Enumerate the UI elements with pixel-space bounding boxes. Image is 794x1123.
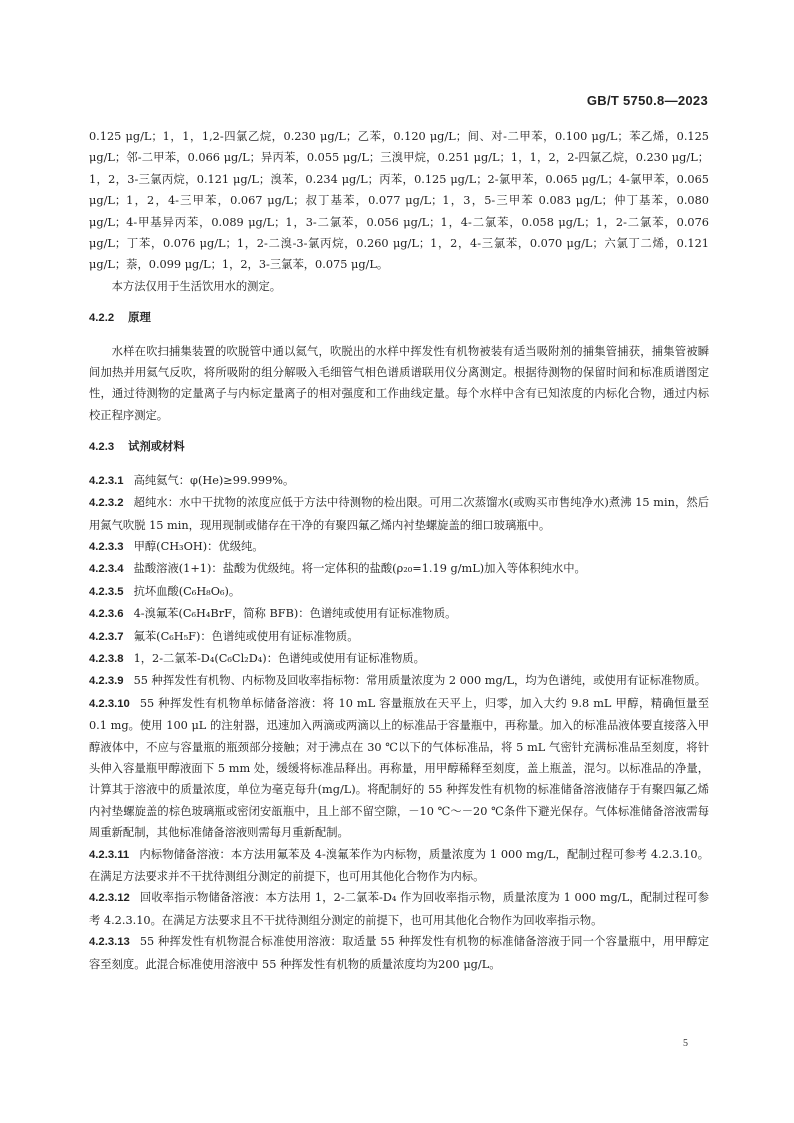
item-text: 回收率指示物储备溶液：本方法用 1，2-二氯苯-D₄ 作为回收率指示物，质量浓度为 1 000 mg/L，配制过程可参考 4.2.3.10。在满足方法要求且不干扰待测组分测定的前提下，也可用其他化合物作为回收率指示物。 (89, 891, 709, 927)
reagent-item (89, 558, 709, 580)
item-number: 4.2.3.1 (89, 474, 124, 487)
item-number: 4.2.3.6 (89, 608, 124, 621)
reagent-item (89, 931, 709, 975)
section-title: 原理 (128, 311, 151, 325)
item-number: 4.2.3.10 (89, 697, 130, 710)
page-body (89, 126, 709, 975)
item-number: 4.2.3.4 (89, 563, 124, 576)
section-heading-reagents (89, 436, 709, 458)
item-text: 1，2-二氯苯-D₄(C₆Cl₂D₄)：色谱纯或使用有证标准物质。 (133, 651, 425, 665)
item-text: 氟苯(C₆H₅F)：色谱纯或使用有证标准物质。 (133, 629, 359, 643)
item-text: 超纯水：水中干扰物的浓度应低于方法中待测物的检出限。可用二次蒸馏水(或购买市售纯净水)煮沸 15 min，然后用氮气吹脱 15 min，现用现制或储存在干净的有聚四氟乙烯内衬垫螺旋盖的细口玻璃瓶中。 (89, 496, 709, 532)
standard-number: GB/T 5750.8—2023 (586, 93, 708, 108)
reagent-item (89, 693, 709, 844)
scope-paragraph: 本方法仅用于生活饮用水的测定。 (111, 279, 282, 293)
page-number: 5 (683, 1038, 688, 1049)
reagent-item (89, 603, 709, 625)
item-text: 55 种挥发性有机物混合标准使用溶液：取适量 55 种挥发性有机物的标准储备溶液于同一个容量瓶中，用甲醇定容至刻度。此混合标准使用溶液中 55 种挥发性有机物的质量浓度均为200 μg/L。 (89, 935, 709, 971)
item-number: 4.2.3.11 (89, 848, 130, 861)
item-number: 4.2.3.12 (89, 892, 130, 905)
item-number: 4.2.3.13 (89, 936, 130, 949)
reagent-item (89, 844, 709, 888)
reagent-item (89, 670, 709, 692)
reagent-item (89, 470, 709, 492)
reagent-item (89, 887, 709, 931)
item-text: 抗坏血酸(C₆H₈O₆)。 (133, 584, 241, 598)
reagent-item (89, 536, 709, 558)
item-text: 高纯氦气：φ(He)≥99.999%。 (133, 473, 295, 487)
item-number: 4.2.3.7 (89, 630, 124, 643)
reagent-item (89, 626, 709, 648)
detection-limits-paragraph: 0.125 μg/L；1，1，1,2-四氯乙烷，0.230 μg/L；乙苯，0.120 μg/L；间、对-二甲苯，0.100 μg/L；苯乙烯，0.125 μg/L；邻-二甲苯，0.066 μg/L；异丙苯，0.055 μg/L；三溴甲烷，0.251 μg/L；1，1，2，2-四氯乙烷，0.230 μg/L；1，2，3-三氯丙烷，0.121 μg/L；溴苯，0.234 μg/L；丙苯，0.125 μg/L；2-氯甲苯，0.065 μg/L；4-氯甲苯，0.065 μg/L；1，2，4-三甲苯，0.067 μg/L；叔丁基苯，0.077 μg/L；1，3，5-三甲苯 0.083 μg/L；仲丁基苯，0.080 μg/L；4-甲基异丙苯，0.089 μg/L；1，3-二氯苯，0.056 μg/L；1，4-二氯苯，0.058 μg/L；1，2-二氯苯，0.076 μg/L；丁苯，0.076 μg/L；1，2-二溴-3-氯丙烷，0.260 μg/L；1，2，4-三氯苯，0.070 μg/L；六氯丁二烯，0.121 μg/L；萘，0.099 μg/L；1，2，3-三氯苯，0.075 μg/L。 (89, 130, 709, 272)
item-text: 55 种挥发性有机物、内标物及回收率指标物：常用质量浓度为 2 000 mg/L，均为色谱纯，或使用有证标准物质。 (133, 674, 707, 688)
item-number: 4.2.3.8 (89, 652, 124, 665)
reagent-item (89, 492, 709, 536)
section-heading-principle (89, 307, 709, 329)
item-number: 4.2.3.9 (89, 675, 124, 688)
item-text: 55 种挥发性有机物单标储备溶液：将 10 mL 容量瓶放在天平上，归零，加入大约 9.8 mL 甲醇，精确恒量至 0.1 mg。使用 100 μL 的注射器，迅速加入两滴或两滴以上的标准品于容量瓶中，再称量。加入的标准品液体要直接落入甲醇液体中，不应与容量瓶的瓶颈部分接触；对于沸点在 30 ℃以下的气体标准品，将 5 mL 气密针充满标准品至刻度，将针头伸入容量瓶甲醇液面下 5 mm 处，缓缓将标准品释出。再称量，用甲醇稀释至刻度，盖上瓶盖，混匀。以标准品的净量，计算其于溶液中的质量浓度，单位为毫克每升(mg/L)。将配制好的 55 种挥发性有机物的标准储备溶液储存于有聚四氟乙烯内衬垫螺旋盖的棕色玻璃瓶或密闭安瓿瓶中，且上部不留空隙，－10 ℃～－20 ℃条件下避光保存。气体标准储备溶液需每周重新配制，其他标准储备溶液则需每月重新配制。 (89, 696, 709, 840)
item-text: 盐酸溶液(1+1)：盐酸为优级纯。将一定体积的盐酸(ρ₂₀=1.19 g/mL)加入等体积纯水中。 (133, 562, 586, 576)
item-text: 内标物储备溶液：本方法用氟苯及 4-溴氟苯作为内标物，质量浓度为 1 000 mg/L，配制过程可参考 4.2.3.10。在满足方法要求并不干扰待测组分测定的前提下，也可用其他化合物作为内标。 (89, 847, 709, 883)
item-text: 甲醇(CH₃OH)：优级纯。 (133, 539, 264, 553)
item-number: 4.2.3.3 (89, 540, 124, 553)
item-number: 4.2.3.5 (89, 585, 124, 598)
item-number: 4.2.3.2 (89, 497, 124, 510)
section-number: 4.2.2 (89, 312, 115, 325)
reagent-item (89, 581, 709, 603)
principle-paragraph: 水样在吹扫捕集装置的吹脱管中通以氦气，吹脱出的水样中挥发性有机物被装有适当吸附剂的捕集管捕获，捕集管被瞬间加热并用氦气反吹，将所吸附的组分解吸入毛细管气相色谱质谱联用仪分离测定。根据待测物的保留时间和标准质谱图定性，通过待测物的定量离子与内标定量离子的相对强度和工作曲线定量。每个水样中含有已知浓度的内标化合物，通过内标校正程序测定。 (89, 344, 709, 422)
reagent-item (89, 648, 709, 670)
item-text: 4-溴氟苯(C₆H₄BrF，简称 BFB)：色谱纯或使用有证标准物质。 (133, 607, 457, 621)
section-number: 4.2.3 (89, 441, 115, 454)
section-title: 试剂或材料 (128, 440, 185, 454)
